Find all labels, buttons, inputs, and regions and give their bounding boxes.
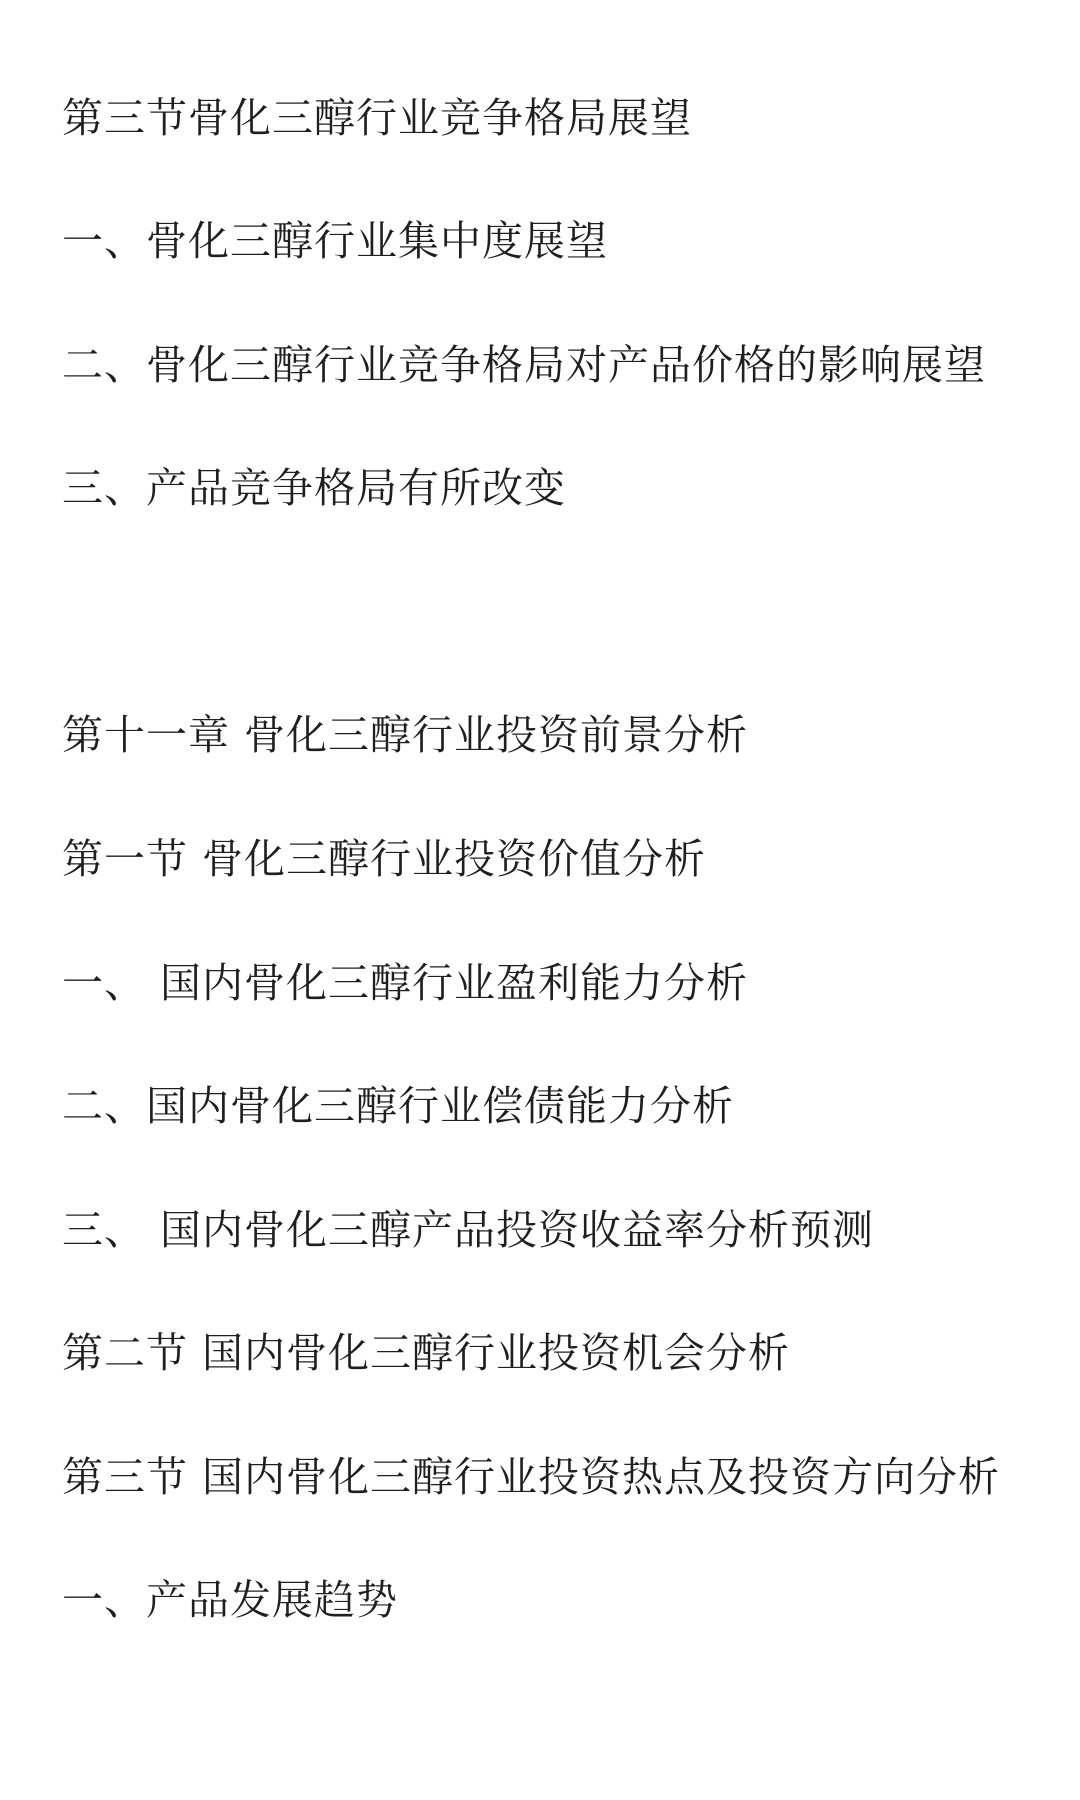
list-item: 二、国内骨化三醇行业偿债能力分析 [62,1082,734,1130]
list-item: 一、产品发展趋势 [62,1576,398,1624]
section-heading: 第三节骨化三醇行业竞争格局展望 [62,94,692,142]
section-heading: 第二节 国内骨化三醇行业投资机会分析 [62,1329,791,1377]
list-item: 一、 国内骨化三醇行业盈利能力分析 [62,959,749,1007]
section-heading: 第三节 国内骨化三醇行业投资热点及投资方向分析 [62,1453,1001,1501]
list-item: 一、骨化三醇行业集中度展望 [62,217,608,265]
chapter-heading: 第十一章 骨化三醇行业投资前景分析 [62,711,749,759]
list-item: 二、骨化三醇行业竞争格局对产品价格的影响展望 [62,341,986,389]
list-item: 三、产品竞争格局有所改变 [62,464,566,512]
list-item: 三、 国内骨化三醇产品投资收益率分析预测 [62,1206,875,1254]
section-heading: 第一节 骨化三醇行业投资价值分析 [62,835,707,883]
